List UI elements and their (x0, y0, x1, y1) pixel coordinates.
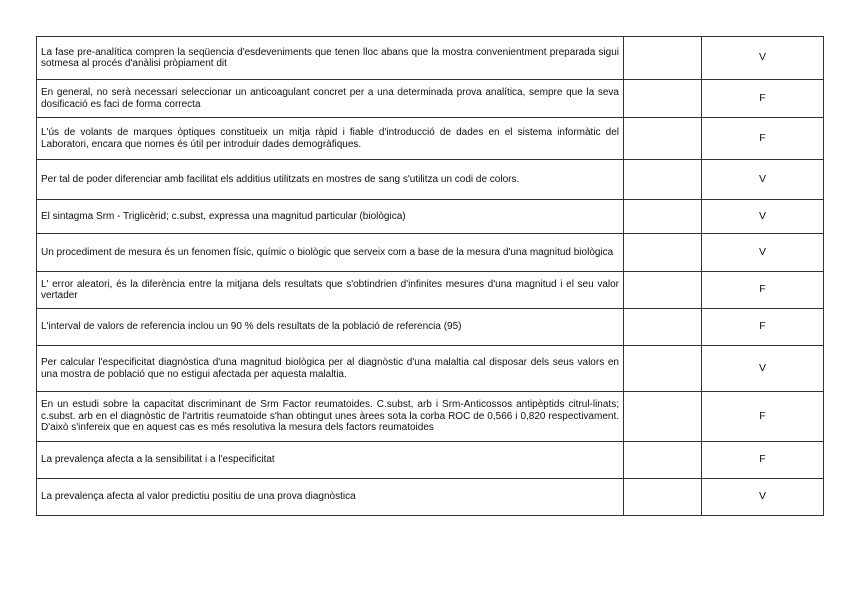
empty-cell (624, 479, 702, 516)
statement-cell: L'interval de valors de referencia inclou un 90 % dels resultats de la població de referencia (95) (37, 309, 624, 346)
answer-cell: V (702, 200, 824, 234)
answer-cell: F (702, 392, 824, 442)
statement-cell: El sintagma Srm - Triglicèrid; c.subst, expressa una magnitud particular (biològica) (37, 200, 624, 234)
statement-cell: En general, no serà necessari seleccionar un anticoagulant concret per a una determinada prova analítica, sempre que la seva dosificació es faci de forma correcta (37, 80, 624, 118)
empty-cell (624, 392, 702, 442)
empty-cell (624, 309, 702, 346)
questions-sheet (36, 36, 824, 516)
table-row (37, 346, 824, 392)
statement-cell: La prevalença afecta a la sensibilitat i a l'especificitat (37, 442, 624, 479)
empty-cell (624, 160, 702, 200)
empty-cell (624, 118, 702, 160)
true-false-table (36, 36, 824, 516)
answer-cell: F (702, 272, 824, 309)
table-row (37, 80, 824, 118)
statement-cell: Per tal de poder diferenciar amb facilitat els additius utilitzats en mostres de sang s'utilitza un codi de colors. (37, 160, 624, 200)
empty-cell (624, 234, 702, 272)
table-row (37, 392, 824, 442)
answer-cell: V (702, 479, 824, 516)
statement-cell: Per calcular l'especificitat diagnòstica d'una magnitud biològica per al diagnòstic d'una malaltia cal disposar dels seus valors en una mostra de població que no estigui afectada per aquesta malaltia. (37, 346, 624, 392)
table-row (37, 479, 824, 516)
table-row (37, 272, 824, 309)
table-row (37, 309, 824, 346)
statement-cell: Un procediment de mesura és un fenomen físic, químic o biològic que serveix com a base de la mesura d'una magnitud biològica (37, 234, 624, 272)
statement-cell: En un estudi sobre la capacitat discriminant de Srm Factor reumatoides. C.subst, arb i Srm-Anticossos antipèptids citrul-linats; c.subst. arb en el diagnòstic de l'artritis reumatoide s'han obtingut unes àrees sota la corba ROC de 0,566 i 0,820 respectivament. D'això s'infereix que en aquest cas es més resolutiva la mesura dels factors reumatoides (37, 392, 624, 442)
empty-cell (624, 442, 702, 479)
empty-cell (624, 346, 702, 392)
answer-cell: V (702, 37, 824, 80)
empty-cell (624, 80, 702, 118)
statement-cell: La fase pre-analítica compren la seqüencia d'esdeveniments que tenen lloc abans que la mostra convenientment preparada sigui sotmesa al procés d'anàlisi pròpiament dit (37, 37, 624, 80)
statement-cell: L'ús de volants de marques òptiques constitueix un mitja ràpid i fiable d'introducció de dades en el sistema informàtic del Laboratori, encara que nomes és útil per introduir dades demogràfiques. (37, 118, 624, 160)
answer-cell: F (702, 118, 824, 160)
answer-cell: F (702, 80, 824, 118)
table-row (37, 234, 824, 272)
answer-cell: V (702, 234, 824, 272)
answer-cell: V (702, 160, 824, 200)
empty-cell (624, 272, 702, 309)
answer-cell: F (702, 442, 824, 479)
empty-cell (624, 200, 702, 234)
table-row (37, 442, 824, 479)
table-row (37, 160, 824, 200)
statement-cell: L' error aleatori, és la diferència entre la mitjana dels resultats que s'obtindrien d'infinites mesures d'una magnitud i el seu valor vertader (37, 272, 624, 309)
statement-cell: La prevalença afecta al valor predictiu positiu de una prova diagnòstica (37, 479, 624, 516)
empty-cell (624, 37, 702, 80)
answer-cell: F (702, 309, 824, 346)
table-row (37, 118, 824, 160)
table-row (37, 37, 824, 80)
answer-cell: V (702, 346, 824, 392)
table-row (37, 200, 824, 234)
